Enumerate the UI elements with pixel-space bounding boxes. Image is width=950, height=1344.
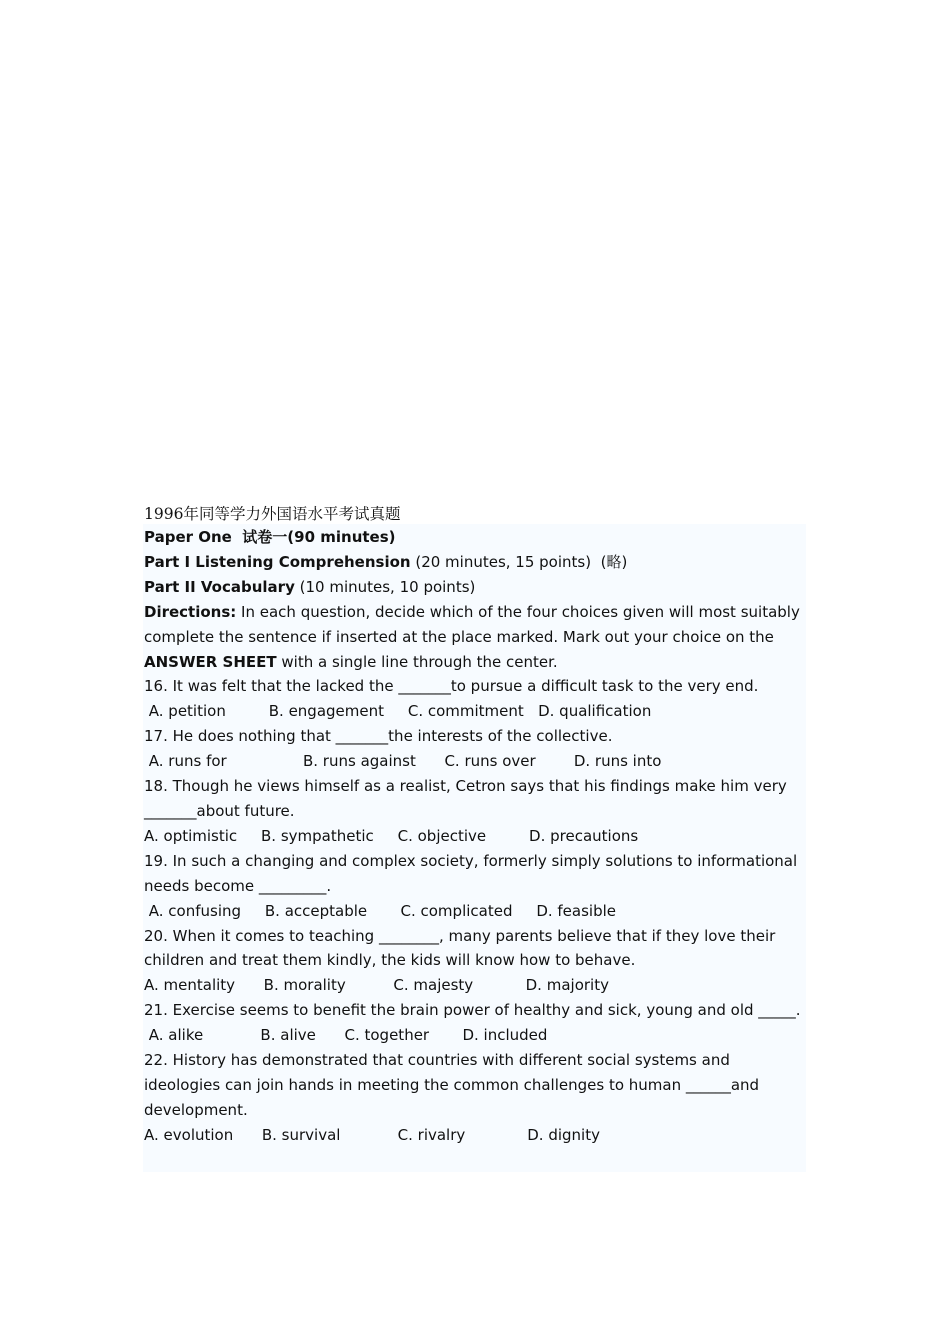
question-stem: 22. History has demonstrated that countries with different social systems and ideologies can join hands in meeting the common challenges to human ______and development. bbox=[144, 1051, 760, 1119]
part1-label: Part I Listening Comprehension bbox=[144, 552, 411, 571]
question-options: A. runs for B. runs against C. runs over D. runs into bbox=[144, 752, 662, 771]
question-options: A. alike B. alive C. together D. included bbox=[144, 1026, 548, 1045]
paper-heading: Paper One 试卷一(90 minutes) bbox=[144, 528, 396, 546]
directions: Directions: In each question, decide which of the four choices given will most suitably complete the sentence if inserted at the place marked. Mark out your choice on the ANSWER SHEET with a single line through the center. bbox=[144, 602, 800, 671]
answer-sheet-emphasis: ANSWER SHEET bbox=[144, 652, 277, 671]
question-options: A. confusing B. acceptable C. complicated D. feasible bbox=[144, 901, 617, 920]
question-stem: 17. He does nothing that _______the interests of the collective. bbox=[144, 727, 613, 746]
document-content bbox=[144, 525, 804, 1148]
part2-heading bbox=[144, 575, 804, 600]
question-stem: 18. Though he views himself as a realist, Cetron says that his findings make him very _______about future. bbox=[144, 777, 787, 820]
question-stem: 21. Exercise seems to benefit the brain power of healthy and sick, young and old _____. bbox=[144, 1001, 801, 1020]
part1-detail: (20 minutes, 15 points) (略) bbox=[410, 552, 628, 571]
question-stem: 20. When it comes to teaching ________, many parents believe that if they love their children and treat them kindly, the kids will know how to behave. bbox=[144, 926, 776, 970]
part2-label: Part II Vocabulary bbox=[144, 577, 295, 596]
question-options: A. evolution B. survival C. rivalry D. dignity bbox=[144, 1125, 600, 1144]
question-stem: 19. In such a changing and complex society, formerly simply solutions to informational needs become _________. bbox=[144, 851, 798, 895]
part1-heading bbox=[144, 550, 804, 575]
question-options: A. mentality B. morality C. majesty D. majority bbox=[144, 976, 609, 995]
directions-label: Directions: bbox=[144, 602, 237, 621]
question-stem: 16. It was felt that the lacked the _______to pursue a difficult task to the very end. bbox=[144, 677, 759, 696]
document-title: 1996年同等学力外国语水平考试真题 bbox=[144, 505, 401, 523]
question-options: A. optimistic B. sympathetic C. objective D. precautions bbox=[144, 826, 639, 845]
question-options: A. petition B. engagement C. commitment D. qualification bbox=[144, 702, 652, 721]
part2-detail: (10 minutes, 10 points) bbox=[294, 577, 476, 596]
